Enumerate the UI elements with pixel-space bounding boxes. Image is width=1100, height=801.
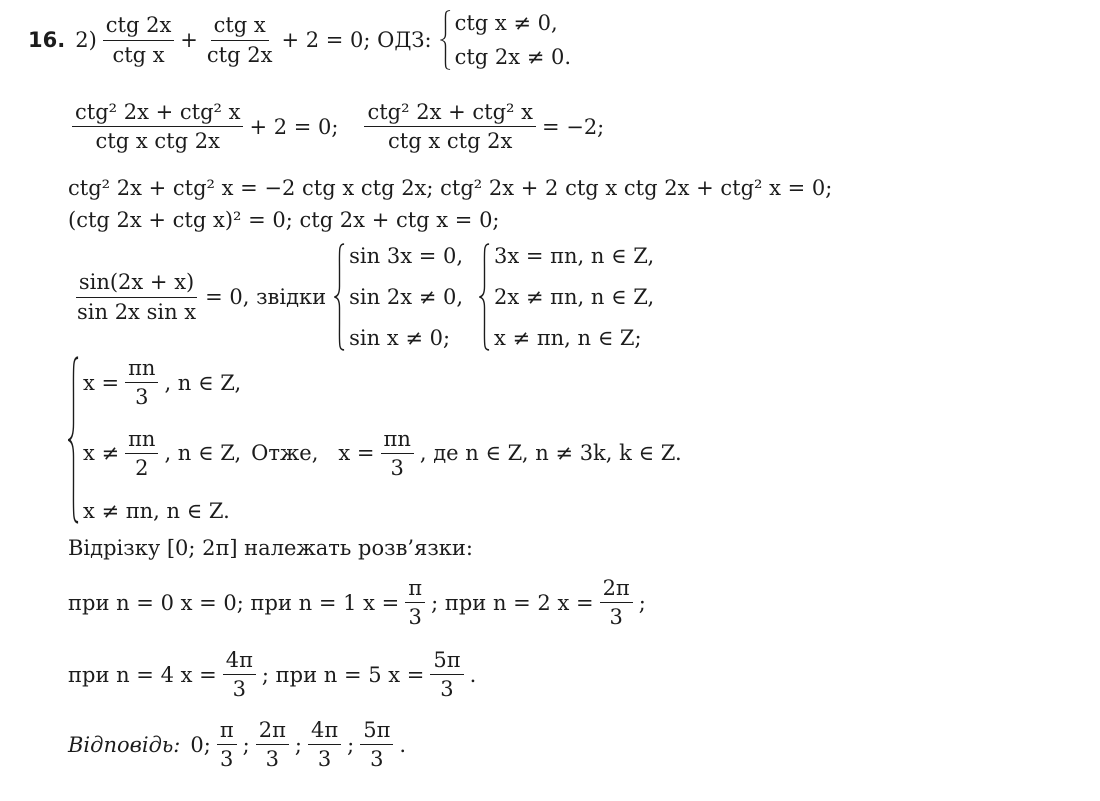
numerator: π [217, 718, 237, 745]
denominator: 3 [317, 747, 332, 772]
text-line [68, 536, 473, 560]
solution-text: . [469, 662, 477, 687]
fraction [360, 718, 393, 771]
denominator: 3 [390, 456, 404, 481]
solution-text: при n = 0 x = 0; при n = 1 x = [68, 590, 400, 615]
answer-value: 0; [190, 732, 211, 757]
conclusion-tail: , де n ∈ Z, n ≠ 3k, k ∈ Z. [419, 441, 682, 466]
fraction [125, 356, 158, 409]
equation-line [68, 176, 832, 200]
row-tail: , n ∈ Z, [164, 441, 242, 466]
brace-icon [440, 10, 451, 70]
fraction [308, 718, 341, 771]
numerator: π [405, 576, 425, 603]
separator: . [399, 732, 407, 757]
numerator: 2π [256, 718, 289, 745]
fraction [217, 718, 237, 771]
equation-line [68, 208, 500, 232]
row-lhs: x = [83, 370, 120, 395]
separator: ; [242, 732, 250, 757]
fraction [223, 648, 256, 701]
equation-text: ctg² 2x + ctg² x = −2 ctg x ctg 2x; ctg² 2x + 2 ctg x ctg 2x + ctg² x = 0; [68, 176, 833, 200]
numerator: 5π [360, 718, 393, 745]
row-tail: , n ∈ Z, [164, 370, 242, 395]
fraction [204, 13, 276, 66]
numerator: ctg 2x [103, 13, 175, 40]
numerator: πn [125, 427, 158, 454]
numerator: sin(2x + x) [76, 270, 197, 297]
odz-row: ctg 2x ≠ 0. [454, 44, 572, 69]
problem-part: 2) [75, 28, 97, 52]
denominator: ctg x ctg 2x [388, 129, 513, 154]
solutions-line [68, 576, 646, 629]
problem-line [28, 10, 579, 70]
odz-system [440, 10, 572, 70]
operator: + [180, 28, 198, 52]
numerator: 5π [430, 648, 463, 675]
fraction [74, 270, 199, 323]
answer-label: Відповідь: [68, 732, 181, 757]
equation-line [66, 100, 604, 153]
system-row [83, 356, 682, 409]
answer-line [68, 718, 406, 771]
interval-text: Відрізку [0; 2π] належать розв’язки: [68, 536, 473, 560]
denominator: 3 [370, 747, 384, 772]
brace-icon [479, 243, 490, 351]
solution-text: при n = 4 x = [68, 662, 217, 687]
conclusion-lhs: x = [338, 441, 375, 466]
denominator: 2 [135, 456, 149, 481]
denominator: 3 [135, 385, 149, 410]
fraction [381, 427, 414, 480]
system-row: sin 2x ≠ 0, [349, 284, 464, 309]
separator: ; [294, 732, 302, 757]
numerator: πn [125, 356, 158, 383]
fraction [256, 718, 289, 771]
problem-number: 16. [28, 28, 66, 52]
equation-line [68, 243, 662, 351]
solution-text: ; при n = 2 x = [431, 590, 594, 615]
denominator: 3 [220, 747, 234, 772]
denominator: 3 [408, 605, 422, 630]
numerator: ctg² 2x + ctg² x [72, 100, 243, 127]
brace-icon [68, 356, 79, 524]
fraction [600, 576, 633, 629]
denominator: 3 [265, 747, 279, 772]
denominator: 3 [440, 677, 454, 702]
system-row: sin 3x = 0, [349, 244, 464, 268]
fraction [405, 576, 425, 629]
system-row [83, 427, 682, 480]
system-row: x ≠ πn, n ∈ Z; [494, 325, 642, 350]
solution-text: ; при n = 5 x = [261, 662, 425, 687]
fraction [430, 648, 463, 701]
denominator: ctg x [112, 42, 165, 67]
denominator: ctg x ctg 2x [95, 129, 220, 154]
denominator: 3 [232, 677, 246, 702]
numerator: 2π [600, 576, 633, 603]
solution-text: ; [638, 590, 646, 615]
equation-tail: + 2 = 0; ОДЗ: [281, 28, 432, 52]
system-row: x ≠ πn, n ∈ Z. [83, 498, 230, 523]
solutions-line [68, 648, 476, 701]
denominator: 3 [609, 605, 623, 630]
system [479, 243, 654, 351]
conclusion-lead: Отже, [251, 441, 319, 466]
equation-part: + 2 = 0; [249, 114, 339, 139]
system-row: sin x ≠ 0; [349, 325, 451, 350]
row-lhs: x ≠ [83, 441, 120, 466]
equation-part: = −2; [541, 114, 605, 139]
system [68, 356, 682, 524]
fraction [364, 100, 535, 153]
system-row: 2x ≠ πn, n ∈ Z, [494, 284, 655, 309]
denominator: sin 2x sin x [77, 299, 197, 324]
numerator: ctg x [211, 13, 269, 40]
brace-icon [334, 243, 345, 351]
odz-row: ctg x ≠ 0, [454, 11, 558, 35]
fraction [125, 427, 158, 480]
system [334, 243, 463, 351]
equation-line [68, 356, 690, 524]
equation-text: (ctg 2x + ctg x)² = 0; ctg 2x + ctg x = 0; [68, 208, 500, 232]
denominator: ctg 2x [206, 42, 273, 67]
system-row: 3x = πn, n ∈ Z, [494, 244, 655, 268]
numerator: 4π [308, 718, 341, 745]
numerator: πn [381, 427, 414, 454]
numerator: 4π [223, 648, 256, 675]
fraction [72, 100, 243, 153]
fraction [103, 13, 175, 66]
separator: ; [347, 732, 355, 757]
numerator: ctg² 2x + ctg² x [364, 100, 535, 127]
equation-part: = 0, звідки [205, 285, 327, 309]
